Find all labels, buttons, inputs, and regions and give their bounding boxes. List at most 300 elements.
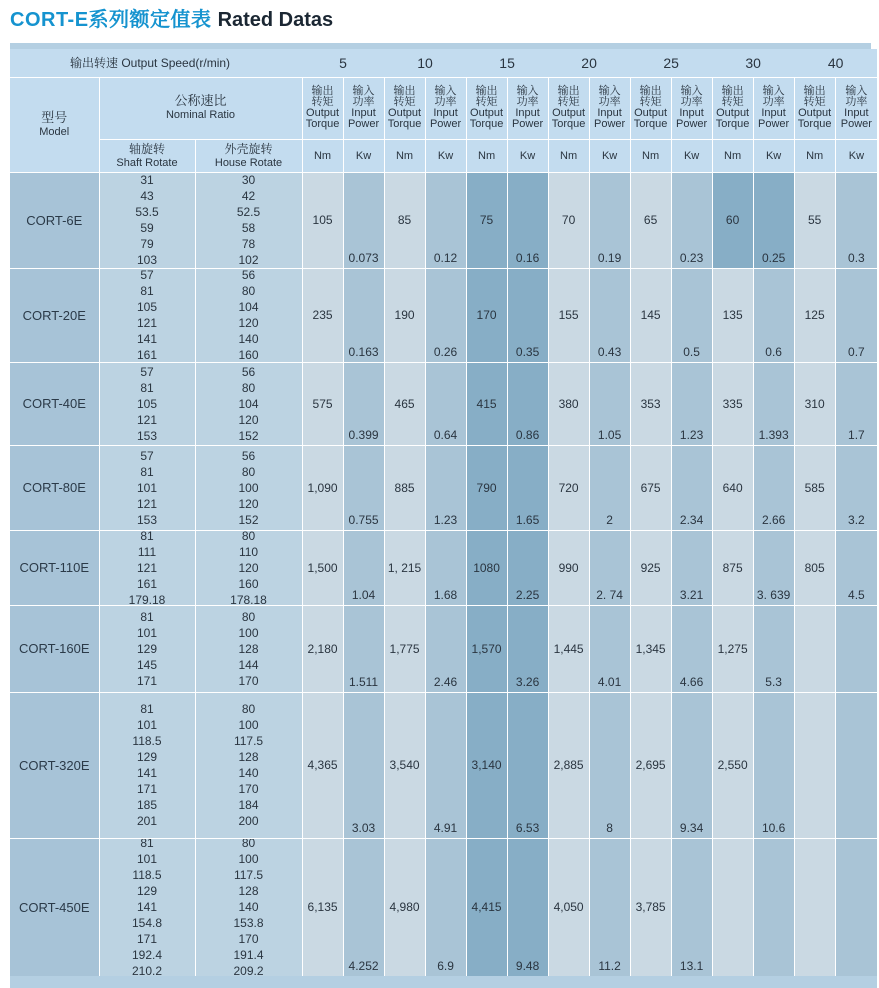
ratio-value: 209.2 [233,964,264,976]
input-power-value: 3.26 [515,674,540,689]
output-torque-value: 235 [312,308,333,322]
input-power-value: 3.03 [351,820,376,835]
ratio-value: 81 [140,380,154,395]
table-body [10,172,877,988]
output-torque-value: 790 [476,480,497,495]
input-power-value: 8 [606,820,613,835]
ratio-value: 191.4 [233,948,264,963]
ratio-value: 117.5 [233,868,264,883]
speed-header: 40 [827,54,844,71]
output-torque-value: 1, 215 [387,560,422,575]
ratio-value: 102 [238,253,259,267]
house-ratio-cell [195,362,302,445]
output-torque-value: 4,050 [553,900,584,915]
output-torque-value: 125 [804,308,825,322]
ratio-value: 129 [136,641,158,656]
input-power-value: 1.05 [597,427,622,442]
torque-cell [548,268,589,362]
ratio-value: 81 [140,609,154,624]
torque-cell [466,838,507,976]
ratio-value: 57 [140,448,154,463]
ratio-value: 141 [136,332,158,346]
ratio-value: 121 [136,316,158,330]
power-cell [507,838,548,976]
torque-cell [302,838,343,976]
input-power-value: 0.3 [848,250,865,265]
torque-cell [794,362,835,445]
power-cell [753,838,794,976]
torque-cell [712,605,753,692]
torque-cell [466,445,507,530]
shaft-ratio-cell [99,838,195,976]
input-power-value: 6.9 [437,959,454,973]
power-unit: Kw [589,139,630,172]
power-cell [835,605,877,692]
model-cell: CORT-20E [10,268,99,362]
ratio-value: 185 [136,798,158,812]
ratio-value: 80 [241,380,256,395]
ratio-value: 118.5 [132,734,162,748]
torque-unit: Nm [630,139,671,172]
output-torque-value: 65 [643,213,658,227]
ratio-value: 57 [140,268,154,282]
ratio-value: 100 [238,625,259,640]
power-cell [589,838,630,976]
output-torque-value: 3,785 [635,900,666,915]
ratio-value: 101 [136,852,158,867]
input-power-value: 3.2 [848,512,865,527]
unit-row [10,139,877,172]
power-cell [671,172,712,268]
ratio-value: 141 [136,766,158,780]
input-power-value: 0.7 [848,344,865,359]
power-cell [589,605,630,692]
output-torque-value: 190 [394,308,415,322]
power-cell [835,692,877,838]
torque-cell [794,172,835,268]
house-ratio-list [196,364,302,444]
table-row [10,692,877,838]
ratio-value: 80 [241,838,256,851]
input-power-value: 0.86 [515,427,540,442]
ratio-value: 42 [241,189,256,203]
input-power-value: 0.755 [348,512,379,527]
model-cell: CORT-450E [10,838,99,976]
shaft-ratio-cell [99,692,195,838]
shaft-rotate-cn: 轴旋转 [128,141,165,156]
ratio-value: 128 [238,641,259,656]
power-unit: Kw [835,139,877,172]
input-power-header: 输入 功率 Input Power [425,77,466,139]
input-power-value: 0.12 [433,250,458,265]
table-row [10,838,877,976]
house-ratio-list [196,838,302,976]
ratio-value: 161 [136,348,158,362]
output-torque-value: 170 [476,308,497,322]
ratio-value: 154.8 [131,916,163,931]
house-ratio-list [196,701,302,829]
power-unit: Kw [425,139,466,172]
output-torque-value: 415 [476,396,497,411]
output-torque-value: 1,500 [307,560,338,575]
torque-cell [712,445,753,530]
torque-cell [630,362,671,445]
power-cell [753,530,794,605]
ratio-value: 120 [238,412,259,427]
model-cell: CORT-110E [10,530,99,605]
house-rotate-en: House Rotate [214,156,283,169]
power-cell [835,445,877,530]
nominal-ratio-cn: 公称速比 [174,93,227,108]
input-power-value: 11.2 [598,959,621,973]
house-ratio-cell [195,838,302,976]
input-power-value: 2.34 [679,512,704,527]
table-row [10,362,877,445]
torque-cell [794,605,835,692]
input-power-value: 2.66 [761,512,786,527]
torque-unit: Nm [548,139,589,172]
model-cell: CORT-80E [10,445,99,530]
power-cell [835,268,877,362]
torque-cell [384,530,425,605]
torque-cell [548,692,589,838]
torque-cell [794,692,835,838]
power-cell [671,530,712,605]
output-torque-header: 输出 转矩 Output Torque [794,77,835,139]
ratio-value: 80 [241,464,256,479]
input-power-value: 1.23 [433,512,458,527]
power-cell [343,445,384,530]
input-power-value: 5.3 [765,674,782,689]
shaft-rotate-en: Shaft Rotate [116,156,178,169]
output-torque-value: 4,415 [471,900,502,915]
torque-cell [712,172,753,268]
nominal-ratio-header [99,77,302,139]
torque-cell [466,362,507,445]
torque-cell [712,530,753,605]
ratio-value: 57 [140,364,154,379]
ratio-value: 140 [238,900,259,915]
torque-cell [794,530,835,605]
model-cell: CORT-6E [10,172,99,268]
ratio-value: 141 [136,900,158,915]
ratio-value: 80 [241,609,256,624]
power-cell [343,530,384,605]
ratio-value: 200 [238,814,259,828]
table-row [10,268,877,362]
shaft-ratio-list [100,838,195,976]
nominal-ratio-en: Nominal Ratio [165,109,236,121]
output-torque-value: 805 [804,560,825,575]
input-power-value: 2. 74 [596,587,623,602]
table-row [10,530,877,605]
output-torque-value: 1,775 [389,641,420,656]
ratio-value: 31 [140,173,154,187]
bottom-bar-cell [10,976,877,988]
output-torque-value: 675 [640,480,661,495]
input-power-header: 输入 功率 Input Power [835,77,877,139]
output-torque-value: 70 [561,213,576,227]
speed-header: 25 [663,54,679,71]
torque-cell [302,268,343,362]
output-torque-value: 1,275 [717,641,748,656]
torque-cell [548,838,589,976]
ratio-value: 101 [136,718,158,732]
power-unit: Kw [753,139,794,172]
torque-cell [384,692,425,838]
ratio-value: 81 [140,464,154,479]
input-power-value: 0.25 [761,250,786,265]
power-cell [835,172,877,268]
torque-unit: Nm [466,139,507,172]
output-torque-value: 60 [725,213,740,227]
house-ratio-list [196,609,302,689]
ratio-value: 128 [238,750,259,764]
ratio-value: 170 [238,932,259,947]
torque-cell [630,268,671,362]
input-power-value: 4.252 [348,959,379,973]
power-cell [589,445,630,530]
output-torque-value: 720 [558,480,579,495]
ratio-value: 140 [238,766,259,780]
ratio-value: 120 [238,316,259,330]
table-row [10,445,877,530]
input-power-value: 0.073 [348,250,379,265]
power-cell [507,362,548,445]
ratio-value: 101 [136,480,158,495]
output-torque-value: 75 [479,213,494,227]
ratio-value: 105 [136,396,158,411]
torque-cell [466,530,507,605]
model-header [10,77,99,172]
output-torque-header: 输出 转矩 Output Torque [302,77,343,139]
ratio-value: 105 [136,300,158,314]
output-torque-value: 380 [558,396,579,411]
title-chinese: CORT-E系列额定值表 [10,9,212,31]
speed-header: 10 [417,54,433,71]
power-unit: Kw [507,139,548,172]
table-bottom-bar [10,976,877,988]
ratio-value: 56 [241,268,256,282]
input-power-value: 3. 639 [756,587,791,602]
ratio-value: 171 [136,673,158,688]
model-label-cn: 型号 [41,109,68,125]
ratio-value: 101 [136,625,158,640]
power-cell [343,268,384,362]
ratio-value: 171 [136,782,158,796]
ratio-value: 153.8 [233,916,264,931]
ratio-value: 52.5 [236,205,261,219]
output-torque-value: 6,135 [307,900,338,915]
ratio-value: 152 [238,512,259,527]
input-power-value: 1.23 [679,427,704,442]
power-cell [343,605,384,692]
output-torque-value: 585 [804,480,825,495]
output-torque-value: 1,445 [553,641,584,656]
output-torque-value: 105 [312,213,333,227]
input-power-value: 9.34 [679,820,704,835]
ratio-value: 140 [238,332,259,346]
ratio-value: 59 [140,221,154,235]
power-cell [507,605,548,692]
power-cell [835,362,877,445]
input-power-header: 输入 功率 Input Power [753,77,794,139]
ratio-value: 128 [238,884,259,899]
torque-cell [630,172,671,268]
output-torque-value: 3,140 [471,758,502,772]
output-torque-value: 885 [394,480,415,495]
torque-cell [302,530,343,605]
torque-cell [384,838,425,976]
input-power-value: 2.46 [433,674,458,689]
output-torque-value: 2,180 [307,641,338,656]
shaft-ratio-list [100,268,195,362]
ratio-value: 120 [238,560,259,575]
output-torque-header: 输出 转矩 Output Torque [548,77,589,139]
output-torque-value: 3,540 [389,758,420,772]
shaft-ratio-list [100,448,195,528]
model-cell: CORT-320E [10,692,99,838]
ratio-value: 171 [136,932,158,947]
ratio-value: 121 [136,560,158,575]
output-torque-value: 310 [804,396,825,411]
ratio-value: 100 [238,718,259,732]
ratio-value: 58 [241,221,256,235]
torque-cell [302,172,343,268]
ratio-value: 100 [238,852,259,867]
ratio-value: 170 [238,782,259,796]
shaft-ratio-cell [99,445,195,530]
house-ratio-cell [195,268,302,362]
power-cell [753,268,794,362]
power-unit: Kw [671,139,712,172]
output-torque-header: 输出 转矩 Output Torque [466,77,507,139]
ratio-value: 103 [136,253,158,267]
power-cell [343,838,384,976]
power-cell [425,268,466,362]
house-ratio-cell [195,445,302,530]
output-torque-value: 55 [807,213,822,227]
ratio-value: 192.4 [131,948,163,963]
ratio-value: 160 [238,576,259,591]
power-cell [671,268,712,362]
output-torque-value: 135 [722,308,743,322]
input-power-value: 0.5 [683,344,700,359]
shaft-ratio-list [100,701,195,829]
speed-header: 15 [499,54,515,71]
input-power-value: 0.19 [597,250,622,265]
torque-cell [466,268,507,362]
speed-header: 5 [339,54,347,71]
output-torque-value: 990 [558,560,579,575]
output-torque-header: 输出 转矩 Output Torque [712,77,753,139]
input-power-value: 13.1 [679,959,704,973]
torque-cell [794,838,835,976]
ratio-value: 110 [238,544,259,559]
output-torque-value: 85 [397,213,412,227]
torque-cell [548,605,589,692]
output-torque-header: 输出 转矩 Output Torque [384,77,425,139]
table-row [10,605,877,692]
value-label-row [10,77,877,139]
input-power-value: 0.6 [765,344,782,359]
shaft-ratio-list [100,530,195,605]
house-ratio-cell [195,530,302,605]
input-power-value: 0.23 [679,250,704,265]
power-cell [425,530,466,605]
page-title [10,4,333,36]
power-cell [753,692,794,838]
speed-header: 30 [745,54,761,71]
model-label-en: Model [39,125,70,138]
input-power-header: 输入 功率 Input Power [507,77,548,139]
power-cell [343,692,384,838]
ratio-value: 129 [136,750,158,764]
torque-unit: Nm [712,139,753,172]
output-torque-value: 875 [722,560,743,575]
ratio-value: 210.2 [131,964,163,976]
ratio-value: 56 [241,448,256,463]
house-rotate-header [195,139,302,172]
shaft-ratio-cell [99,530,195,605]
power-cell [589,268,630,362]
ratio-value: 100 [238,480,259,495]
ratio-value: 201 [136,814,158,828]
torque-cell [466,692,507,838]
shaft-ratio-list [100,364,195,444]
input-power-value: 4.5 [848,587,865,602]
shaft-ratio-cell [99,362,195,445]
input-power-value: 6.53 [515,820,540,835]
output-torque-value: 1080 [473,560,500,575]
torque-cell [466,172,507,268]
torque-unit: Nm [384,139,425,172]
output-torque-value: 2,550 [717,758,748,772]
power-cell [425,692,466,838]
ratio-value: 161 [136,576,158,591]
output-torque-value: 145 [640,308,661,322]
input-power-header: 输入 功率 Input Power [671,77,712,139]
rated-data-table [10,49,877,988]
power-cell [589,362,630,445]
torque-cell [302,692,343,838]
power-cell [753,362,794,445]
output-torque-value: 640 [722,480,743,495]
shaft-rotate-header [99,139,195,172]
input-power-value: 1.04 [351,587,376,602]
power-cell [425,362,466,445]
power-cell [425,445,466,530]
table-header [10,49,877,172]
ratio-value: 144 [238,657,259,672]
ratio-value: 80 [241,284,256,298]
torque-cell [712,692,753,838]
power-cell [589,530,630,605]
ratio-value: 152 [238,428,259,443]
house-ratio-list [196,172,302,268]
ratio-value: 121 [136,496,158,511]
power-cell [671,692,712,838]
power-cell [671,445,712,530]
torque-cell [712,838,753,976]
input-power-value: 1.68 [433,587,458,602]
input-power-value: 4.91 [433,820,458,835]
torque-cell [384,445,425,530]
power-cell [589,172,630,268]
ratio-value: 121 [136,412,158,427]
ratio-value: 153 [136,428,158,443]
power-cell [753,445,794,530]
